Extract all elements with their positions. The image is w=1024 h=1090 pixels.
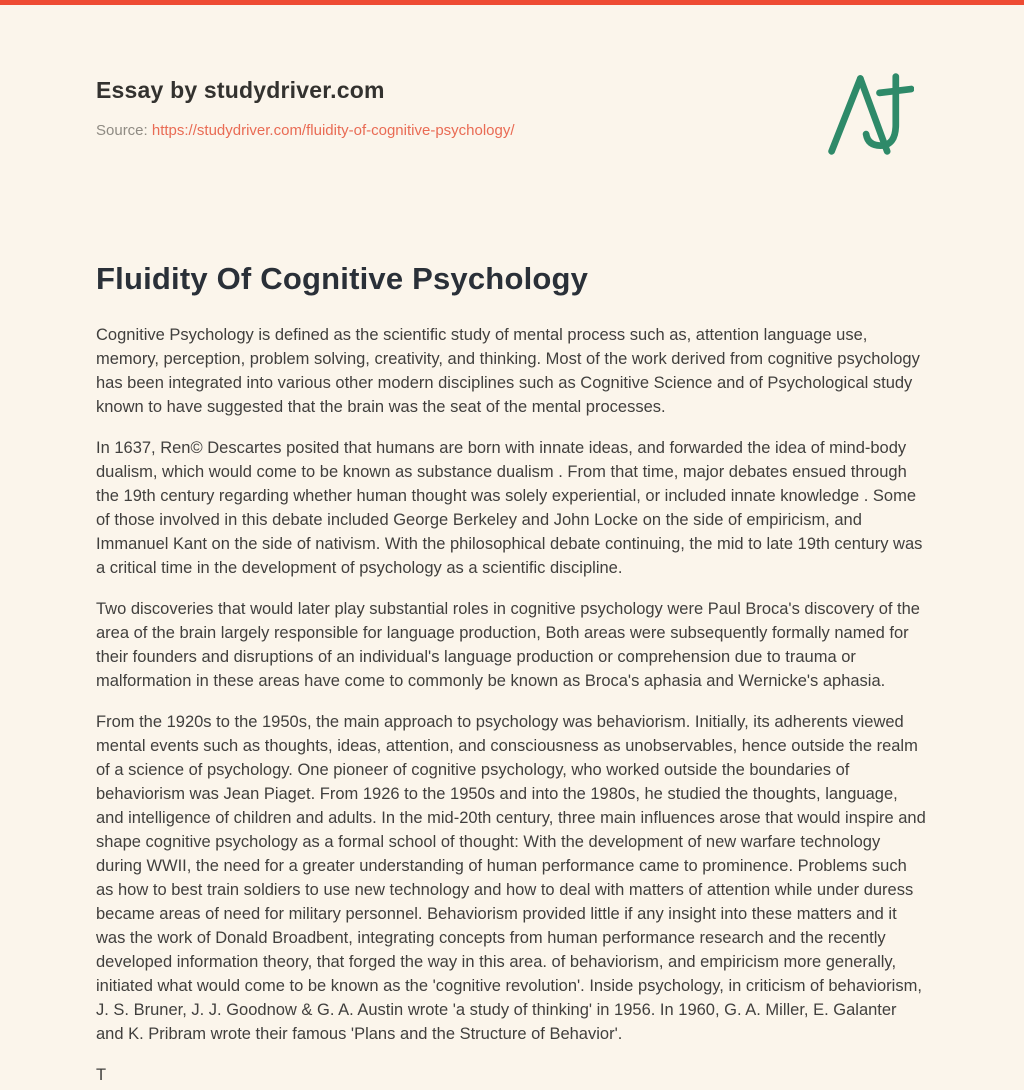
essay-paragraph: From the 1920s to the 1950s, the main approach to psychology was behaviorism. Initially, its adherents viewed mental events such as thoughts, ideas, attention, and consciousness as unobservables, hence outside the realm of a science of psychology. One pioneer of cognitive psychology, who worked outside the boundaries of behaviorism was Jean Piaget. From 1926 to the 1950s and into the 1980s, he studied the thoughts, language, and intelligence of children and adults. In the mid-20th century, three main influences arose that would inspire and shape cognitive psychology as a formal school of thought: With the development of new warfare technology during WWII, the need for a greater understanding of human performance came to prominence. Problems such as how to best train soldiers to use new technology and how to deal with matters of attention while under duress became areas of need for military personnel. Behaviorism provided little if any insight into these matters and it was the work of Donald Broadbent, integrating concepts from human performance research and the recently developed information theory, that forged the way in this area. of behaviorism, and empiricism more generally, initiated what would come to be known as the 'cognitive revolution'. Inside psychology, in criticism of behaviorism, J. S. Bruner, J. J. Goodnow & G. A. Austin wrote 'a study of thinking' in 1956. In 1960, G. A. Miller, E. Galanter and K. Pribram wrote their famous 'Plans and the Structure of Behavior'. [96,713,926,1043]
document-header [96,73,928,159]
essay-paragraph: In 1637, Ren© Descartes posited that humans are born with innate ideas, and forwarded the idea of mind-body dualism, which would come to be known as substance dualism . From that time, major debates ensued through the 19th century regarding whether human thought was solely experiential, or included innate knowledge . Some of those involved in this debate included George Berkeley and John Locke on the side of empiricism, and Immanuel Kant on the side of nativism. With the philosophical debate continuing, the mid to late 19th century was a critical time in the development of psychology as a scientific discipline. [96,439,923,577]
essay-paragraph: T [96,1066,107,1084]
essay-paragraph: Cognitive Psychology is defined as the scientific study of mental process such as, attention language use, memory, perception, problem solving, creativity, and thinking. Most of the work derived from cognitive psychology has been integrated into various other modern disciplines such as Cognitive Science and of Psychological study known to have suggested that the brain was the seat of the mental processes. [96,326,920,416]
page-title: Fluidity Of Cognitive Psychology [96,261,589,296]
source-url-link[interactable]: https://studydriver.com/fluidity-of-cognitive-psychology/ [151,122,515,139]
essay-body [96,323,928,1087]
essay-by-heading: Essay by studydriver.com [96,77,385,103]
studydriver-logo [822,67,914,159]
logo-a-left-stroke [832,79,861,152]
logo-j-crossbar [880,89,912,93]
top-accent-bar [0,0,1024,5]
source-label: Source: [96,122,148,139]
page-container [0,73,1024,1087]
essay-paragraph: Two discoveries that would later play substantial roles in cognitive psychology were Paul Broca's discovery of the area of the brain largely responsible for language production, Both areas were subsequently formally named for their founders and disruptions of an individual's language production or comprehension due to trauma or malformation in these areas have come to commonly be known as Broca's aphasia and Wernicke's aphasia. [96,600,920,690]
source-line [96,122,515,139]
header-left [96,73,515,139]
